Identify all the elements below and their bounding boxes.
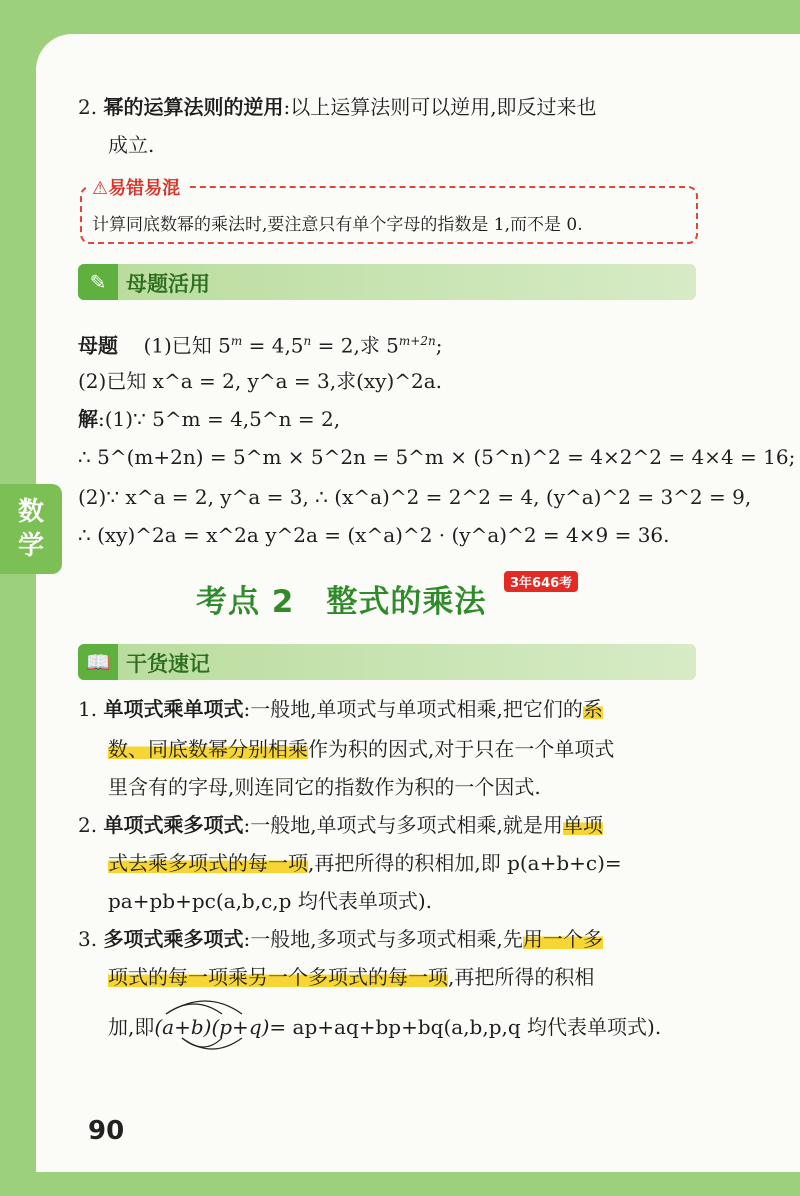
exam-count-badge: 3年646考 [504, 571, 578, 592]
problem-text: ; [435, 333, 443, 358]
foil-arrows-icon [154, 994, 254, 1056]
item-text: ,再把所得的积相 [448, 965, 595, 989]
item-text: 作为积的因式,对于只在一个单项式 [308, 737, 615, 761]
section-title: 考点 2 整式的乘法 [196, 584, 487, 620]
note-item-line [78, 924, 603, 954]
highlight: 单项 [562, 813, 603, 837]
rule-number: 2. [78, 95, 98, 119]
rule-title: 幂的运算法则的逆用 [103, 95, 284, 119]
warning-text: 计算同底数幂的乘法时,要注意只有单个字母的指数是 1,而不是 0. [92, 215, 583, 235]
exponent: m [230, 334, 243, 348]
highlight: 数、同底数幂分别相乘 [108, 737, 308, 761]
warning-label [86, 174, 186, 200]
rule-text: :以上运算法则可以逆用,即反过来也 [283, 95, 597, 119]
pencil-note-icon: ✎ [78, 264, 118, 300]
note-item-line [108, 848, 622, 878]
problem-label: 母题 [78, 333, 118, 358]
note-item-line [108, 962, 594, 992]
item-text: ,再把所得的积相加,即 p(a+b+c)= [308, 851, 622, 875]
item-text: :一般地,单项式与多项式相乘,就是用 [243, 813, 563, 837]
item-text: 加,即 [108, 1015, 155, 1039]
item-text: :一般地,单项式与单项式相乘,把它们的 [243, 697, 583, 721]
quick-notes-bar [78, 644, 696, 680]
item-number: 1. [78, 697, 98, 721]
warning-icon: ⚠ [92, 178, 109, 199]
subject-char: 数 [17, 497, 44, 527]
solution-text: :(1)∵ 5^m = 4,5^n = 2, [98, 407, 341, 431]
note-item-line: pa+pb+pc(a,b,c,p 均代表单项式). [108, 889, 432, 913]
mother-problem-bar [78, 264, 696, 300]
solution-label: 解 [78, 407, 98, 431]
item-title: 多项式乘多项式 [103, 927, 244, 951]
solution-line: ∴ (xy)^2a = x^2a y^2a = (x^a)^2 · (y^a)^2 = 4×9 = 36. [78, 523, 670, 547]
note-item-line [108, 1012, 661, 1042]
note-item-line [108, 734, 614, 764]
problem-text: = 4,5 [242, 333, 304, 358]
subject-tab [0, 484, 62, 574]
note-item-line [78, 694, 603, 724]
bar-title: 干货速记 [126, 652, 210, 676]
rule-line: 成立. [108, 133, 155, 157]
item-number: 3. [78, 927, 98, 951]
highlight: 项式的每一项乘另一个多项式的每一项 [108, 965, 448, 989]
item-text: = ap+aq+bp+bq(a,b,p,q 均代表单项式). [269, 1015, 662, 1039]
foil-expression [154, 1012, 269, 1042]
problem-text: = 2,求 5 [311, 333, 399, 358]
rule-line [78, 92, 597, 122]
item-title: 单项式乘多项式 [103, 813, 244, 837]
note-item-line: 里含有的字母,则连同它的指数作为积的一个因式. [108, 775, 541, 799]
subject-char: 学 [17, 531, 44, 561]
warning-label-text: 易错易混 [108, 178, 181, 199]
solution-line [78, 404, 340, 434]
solution-line: (2)∵ x^a = 2, y^a = 3, ∴ (x^a)^2 = 2^2 = 4, (y^a)^2 = 3^2 = 9, [78, 485, 752, 509]
problem-line-2: (2)已知 x^a = 2, y^a = 3,求(xy)^2a. [78, 369, 443, 393]
highlight: 用一个多 [522, 927, 603, 951]
expression: (a+b)(p+q) [154, 1015, 270, 1039]
highlight: 式去乘多项式的每一项 [108, 851, 308, 875]
problem-line-1 [78, 326, 442, 361]
item-text: :一般地,多项式与多项式相乘,先 [243, 927, 523, 951]
item-title: 单项式乘单项式 [103, 697, 244, 721]
bar-title: 母题活用 [126, 272, 210, 296]
note-item-line [78, 810, 603, 840]
solution-line: ∴ 5^(m+2n) = 5^m × 5^2n = 5^m × (5^n)^2 = 4×2^2 = 4×4 = 16; [78, 445, 796, 469]
highlight: 系 [582, 697, 603, 721]
page-number: 90 [88, 1116, 125, 1146]
book-icon: 📖 [78, 644, 118, 680]
problem-text: (1)已知 5 [143, 333, 231, 358]
item-number: 2. [78, 813, 98, 837]
exponent: n [303, 334, 312, 348]
exponent: m+2n [398, 334, 436, 348]
